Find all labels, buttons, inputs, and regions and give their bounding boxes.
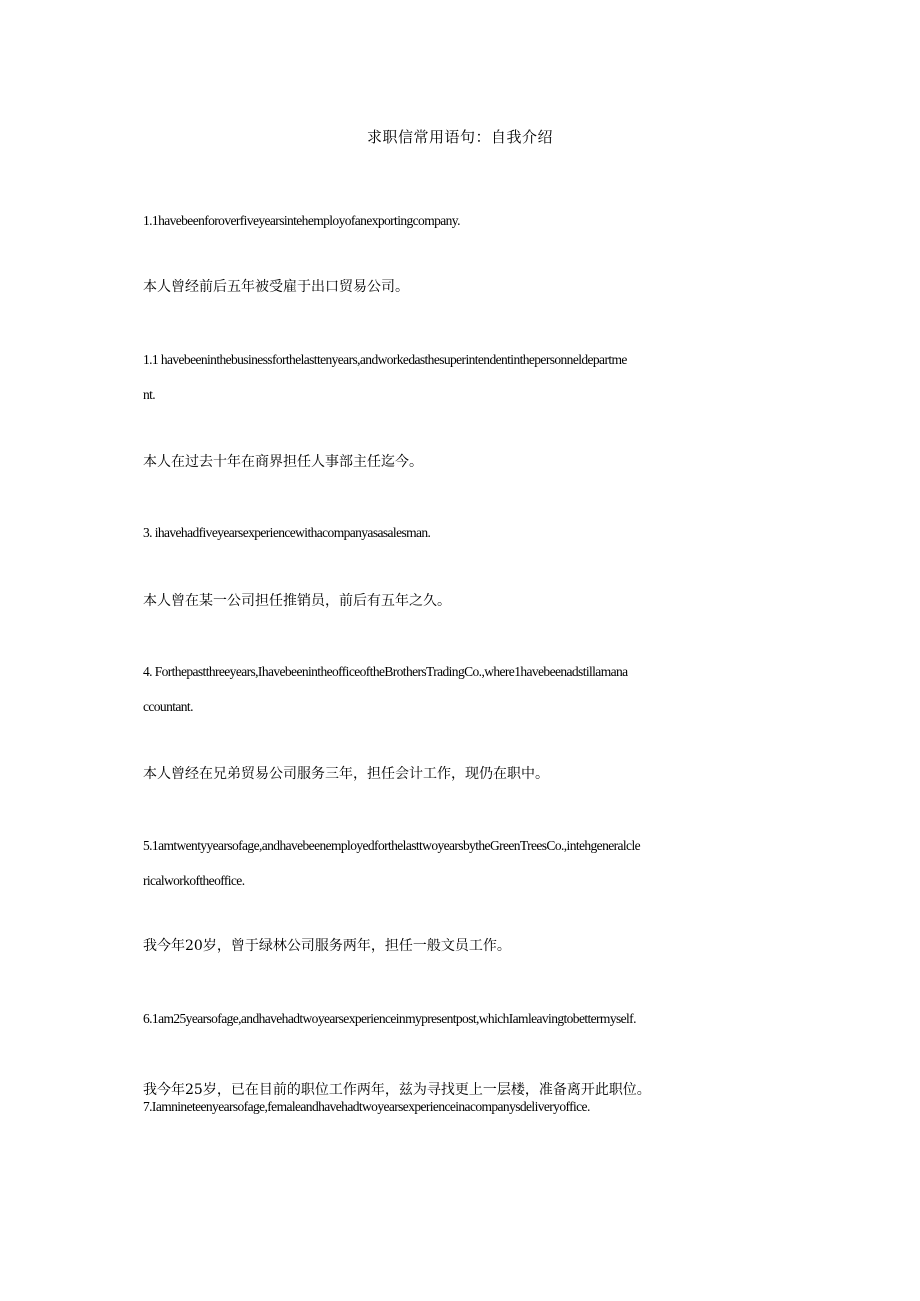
item-6-english: 6.1am25yearsofage,andhavehadtwoyearsexperienceinmypresentpost,whichIamleavingtobettermyself.	[143, 1011, 636, 1026]
item-6-chinese: 我今年25岁，已在目前的职位工作两年，兹为寻找更上一层楼，准备离开此职位。	[143, 1082, 651, 1098]
item-5-chinese: 我今年20岁，曾于绿林公司服务两年，担任一般文员工作。	[143, 938, 511, 954]
item-4-english-line-1: 4. Forthepastthreeyears,IhavebeenintheofficeoftheBrothersTradingCo.,where1havebeenadstillamana	[143, 664, 628, 679]
item-4-chinese: 本人曾经在兄弟贸易公司服务三年，担任会计工作，现仍在职中。	[143, 766, 549, 782]
item-3-english: 3. ihavehadfiveyearsexperiencewithacompanyasasalesman.	[143, 525, 431, 540]
item-1-chinese: 本人曾经前后五年被受雇于出口贸易公司。	[143, 279, 409, 295]
item-5-english-line-2: ricalworkoftheoffice.	[143, 873, 245, 888]
item-2-english-line-2: nt.	[143, 387, 156, 402]
item-2-english-line-1: 1.1 havebeeninthebusinessforthelasttenyears,andworkedasthesuperintendentinthepersonneldepartme	[143, 352, 627, 367]
item-5-english-line-1: 5.1amtwentyyearsofage,andhavebeenemployedforthelasttwoyearsbytheGreenTreesCo.,intehgeneralcle	[143, 838, 640, 853]
page-title: 求职信常用语句：自我介绍	[366, 128, 553, 146]
item-3-chinese: 本人曾在某一公司担任推销员，前后有五年之久。	[143, 593, 451, 609]
item-4-english-line-2: ccountant.	[143, 699, 193, 714]
item-2-chinese: 本人在过去十年在商界担任人事部主任迄今。	[143, 454, 423, 470]
item-7-english: 7.Iamnineteenyearsofage,femaleandhavehadtwoyearsexperienceinacompanysdeliveryoffice.	[143, 1099, 590, 1114]
item-1-english: 1.1havebeenforoverfiveyearsintehemployofanexportingcompany.	[143, 213, 460, 228]
